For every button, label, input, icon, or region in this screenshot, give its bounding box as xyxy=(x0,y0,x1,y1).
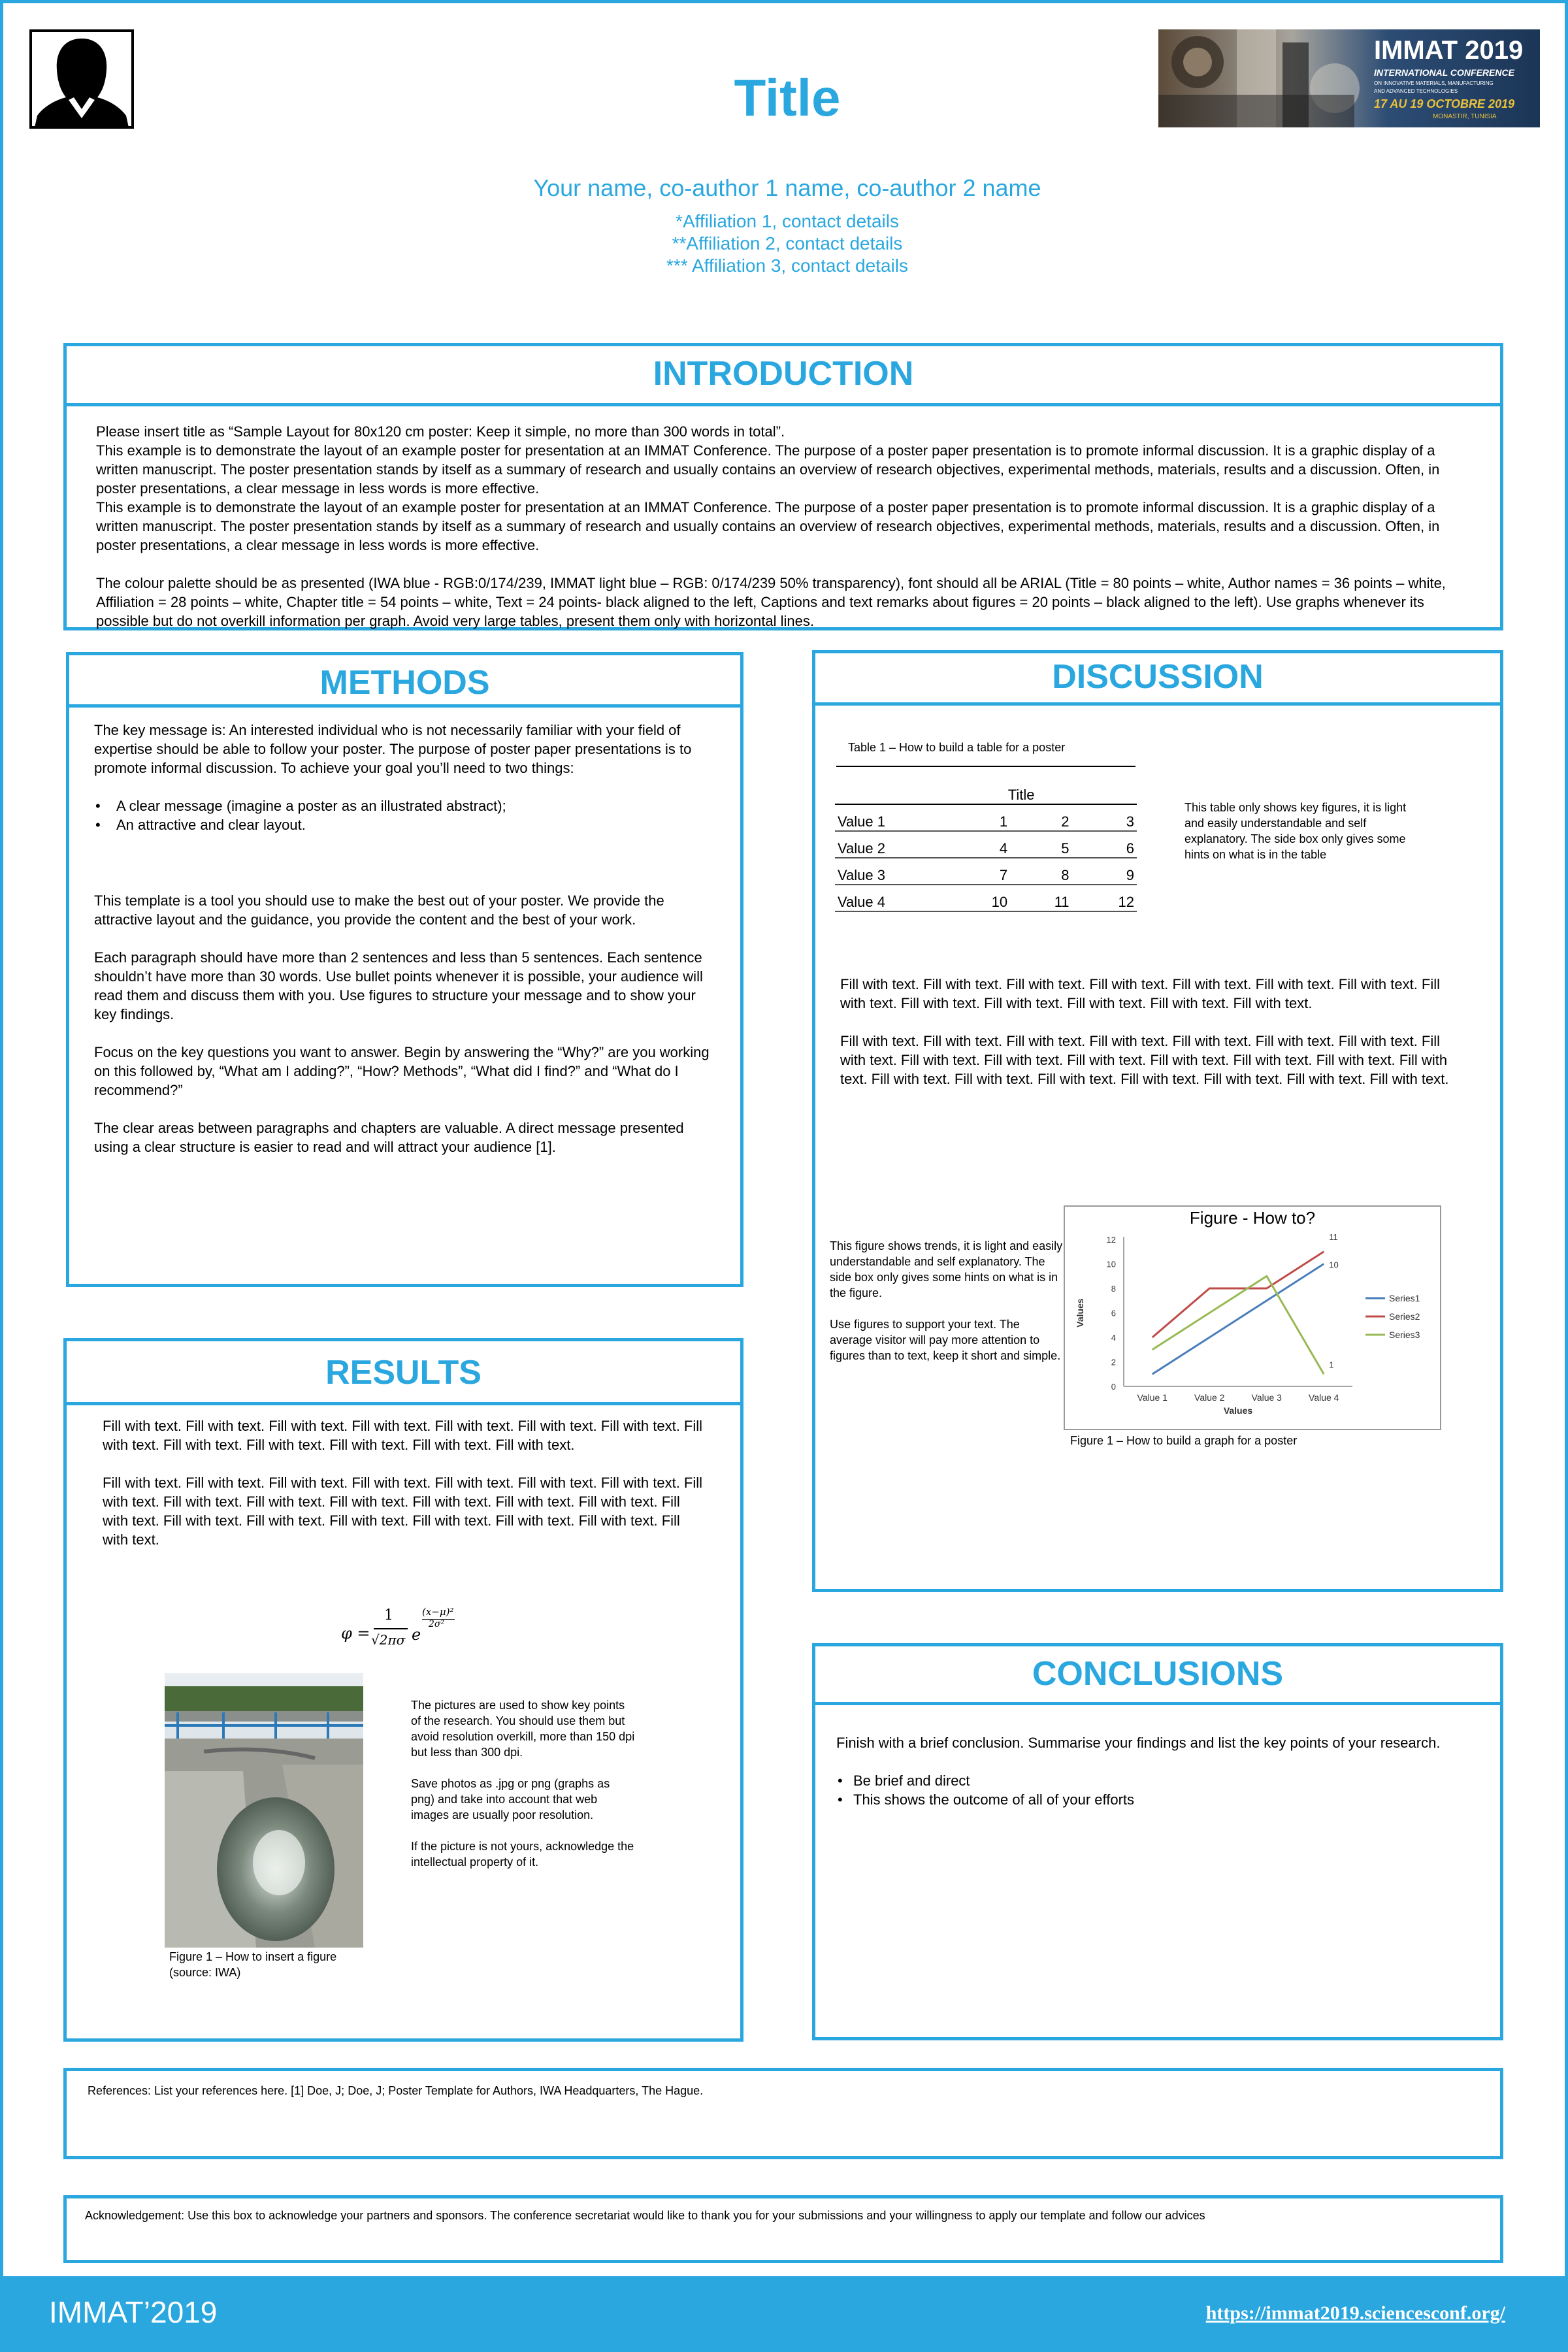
y-tick-label: 10 xyxy=(1106,1259,1116,1269)
figure-note: This figure shows trends, it is light and easily understandable and self explanatory. The side box only gives some hints on what is in the figure. xyxy=(830,1239,1063,1299)
photo-note: The pictures are used to show key points of the research. You should use them but avoid resolution overkill, more than 150 dpi but less than 300 dpi. xyxy=(411,1699,635,1759)
list-item: • An attractive and clear layout. xyxy=(94,815,721,834)
methods-heading: METHODS xyxy=(69,655,740,708)
x-axis-label: Values xyxy=(1223,1405,1253,1416)
table-row xyxy=(835,804,1137,831)
conclusions-bullets xyxy=(836,1771,1441,1809)
table-row xyxy=(835,858,1137,885)
table-title: Title xyxy=(945,777,1137,804)
discussion-paragraph: Fill with text. Fill with text. Fill with text. Fill with text. Fill with text. Fill with text. Fill with text. Fill with text. Fill with text. Fill with text. Fill with text. Fill with text. Fill with text. Fill with text. Fill with text. Fill with text. Fill with text. Fill with text. Fill with text. Fill with text. Fill with text. Fill with text. xyxy=(840,1033,1449,1087)
discussion-text xyxy=(840,975,1454,1088)
logo-name: IMMAT 2019 xyxy=(1374,36,1524,65)
formula-denominator: √2πσ xyxy=(371,1632,406,1648)
table-cell: 4 xyxy=(945,831,1010,858)
series-line xyxy=(1152,1264,1324,1375)
results-paragraph: Fill with text. Fill with text. Fill with text. Fill with text. Fill with text. Fill with text. Fill with text. Fill with text. Fill with text. Fill with text. Fill with text. Fill with text. Fill with text. Fill with text. Fill with text. Fill with text. Fill with text. Fill with text. Fill with text. Fill with text. Fill with text. Fill with text. xyxy=(103,1475,703,1548)
methods-text xyxy=(94,721,721,1156)
introduction-line: This example is to demonstrate the layout of an example poster for presentation at an IMMAT Conference. The purpose of a poster paper presentation is to promote informal discussion. It is a graphic display of a written manuscript. The poster presentation stands by itself as a summary of research and usually contains an overview of research objectives, experimental methods, materials, results and a discussion. Often, in poster presentations, a clear message in less words is more effective. xyxy=(96,499,1440,553)
data-label: 1 xyxy=(1329,1360,1334,1370)
line-chart xyxy=(1064,1205,1441,1430)
logo-line2: AND ADVANCED TECHNOLOGIES xyxy=(1374,88,1458,94)
affiliation-2: **Affiliation 2, contact details xyxy=(672,233,903,253)
methods-paragraph: Each paragraph should have more than 2 sentences and less than 5 sentences. Each sentence shouldn’t have more than 30 words. Use bullet points whenever it is possible, your audience will read them and discuss them with you. Use figures to structure your message and to show your key findings. xyxy=(94,949,703,1022)
conclusions-box xyxy=(812,1643,1503,2040)
x-tick-label: Value 3 xyxy=(1251,1392,1282,1403)
y-tick-label: 0 xyxy=(1111,1382,1116,1392)
discussion-paragraph: Fill with text. Fill with text. Fill with text. Fill with text. Fill with text. Fill with text. Fill with text. Fill with text. Fill with text. Fill with text. Fill with text. Fill with text. Fill with text. xyxy=(840,976,1441,1011)
formula-numerator: 1 xyxy=(384,1607,393,1624)
introduction-heading: INTRODUCTION xyxy=(67,346,1500,406)
figure-notes xyxy=(830,1238,1065,1364)
methods-paragraph: The clear areas between paragraphs and chapters are valuable. A direct message presented using a clear structure is easier to read and will attract your audience [1]. xyxy=(94,1120,684,1155)
introduction-line: This example is to demonstrate the layout of an example poster for presentation at an IMMAT Conference. The purpose of a poster paper presentation is to promote informal discussion. It is a graphic display of a written manuscript. The poster presentation stands by itself as a summary of research and usually contains an overview of research objectives, experimental methods, materials, results and a discussion. Often, in poster presentations, a clear message in less words is more effective. xyxy=(96,442,1440,497)
table-cell: 11 xyxy=(1010,885,1071,911)
table-cell: Value 2 xyxy=(835,831,945,858)
y-tick-label: 8 xyxy=(1111,1284,1116,1294)
table-cell: 7 xyxy=(945,858,1010,885)
formula-lhs: φ = xyxy=(341,1624,370,1642)
references-text: References: List your references here. [1] Doe, J; Doe, J; Poster Template for Authors, IWA Headquarters, The Hague. xyxy=(88,2084,704,2097)
table-cell: Value 1 xyxy=(835,804,945,831)
water-treatment-photo xyxy=(165,1673,363,1948)
table-cell: 1 xyxy=(945,804,1010,831)
introduction-palette: The colour palette should be as presented (IWA blue - RGB:0/174/239, IMMAT light blue – RGB: 0/174/239 50% transparency), font should all be ARIAL (Title = 80 points – white, Author names = 36 points – white, Affiliation = 28 points – white, Chapter title = 54 points – white, Text = 24 points- black aligned to the left, Captions and text remarks about figures = 20 points – black aligned to the left). Use graphs whenever its possible but do not overkill information per graph. Avoid very large tables, present them only with horizontal lines. xyxy=(96,575,1446,629)
chart-title: Figure - How to? xyxy=(1189,1208,1316,1228)
poster-title: Title xyxy=(734,69,841,127)
affiliation-1: *Affiliation 1, contact details xyxy=(676,211,899,231)
results-box xyxy=(63,1338,743,2042)
formula-exponential: e xyxy=(412,1625,421,1644)
table-cell: 8 xyxy=(1010,858,1071,885)
y-tick-label: 4 xyxy=(1111,1333,1116,1343)
acknowledgement-box xyxy=(63,2195,1503,2263)
formula-exp-numerator: (x−μ)² xyxy=(422,1606,454,1618)
results-text xyxy=(103,1416,704,1549)
y-tick-label: 2 xyxy=(1111,1357,1116,1367)
logo-place: MONASTIR, TUNISIA xyxy=(1433,113,1497,120)
legend-label: Series3 xyxy=(1389,1330,1420,1340)
conclusions-heading: CONCLUSIONS xyxy=(815,1646,1500,1705)
data-label: 11 xyxy=(1329,1232,1338,1242)
line-chart-svg xyxy=(1065,1207,1440,1429)
photo-notes xyxy=(411,1697,636,1870)
logo-subtitle: INTERNATIONAL CONFERENCE xyxy=(1374,67,1514,78)
logo-line1: ON INNOVATIVE MATERIALS, MANUFACTURING xyxy=(1374,80,1494,86)
footer-conference-name: IMMAT’2019 xyxy=(49,2295,218,2329)
x-tick-label: Value 4 xyxy=(1309,1392,1339,1403)
table-cell: 9 xyxy=(1072,858,1137,885)
methods-paragraph: This template is a tool you should use to make the best out of your poster. We provide the attractive layout and the guidance, you provide the content and the best of your work. xyxy=(94,892,664,928)
y-tick-label: 6 xyxy=(1111,1308,1116,1318)
table-cell: 2 xyxy=(1010,804,1071,831)
legend-label: Series1 xyxy=(1389,1293,1420,1303)
y-tick-label: 12 xyxy=(1106,1235,1116,1245)
table-cell: 5 xyxy=(1010,831,1071,858)
series-line xyxy=(1152,1276,1324,1374)
methods-paragraph: The key message is: An interested individual who is not necessarily familiar with your field of expertise should be able to follow your poster. The purpose of poster paper presentations is to promote informal discussion. To achieve your goal you’ll need to two things: xyxy=(94,722,692,776)
gaussian-formula xyxy=(341,1606,537,1658)
y-axis-label: Values xyxy=(1075,1298,1085,1328)
introduction-text xyxy=(96,422,1474,630)
discussion-box xyxy=(812,650,1503,1592)
list-item: • This shows the outcome of all of your efforts xyxy=(836,1790,1441,1809)
list-item: • A clear message (imagine a poster as an illustrated abstract); xyxy=(94,796,721,815)
list-item: • Be brief and direct xyxy=(836,1771,1441,1790)
table-cell: 6 xyxy=(1072,831,1137,858)
photo xyxy=(165,1673,363,1948)
table-note: This table only shows key figures, it is light and easily understandable and self explanatory. The side box only gives some hints on what is in the table xyxy=(1184,801,1407,861)
introduction-line: Please insert title as “Sample Layout for 80x120 cm poster: Keep it simple, no more than 300 words in total”. xyxy=(96,423,785,440)
formula-exp-denominator: 2σ² xyxy=(429,1619,445,1629)
methods-bullets xyxy=(94,796,721,834)
author-names: Your name, co-author 1 name, co-author 2 name xyxy=(533,174,1041,201)
references-box xyxy=(63,2068,1503,2159)
results-heading: RESULTS xyxy=(67,1341,740,1405)
conclusions-text xyxy=(836,1733,1441,1809)
table-cell: Value 4 xyxy=(835,885,945,911)
acknowledgement-text: Acknowledgement: Use this box to acknowledge your partners and sponsors. The conference secretariat would like to thank you for your submissions and your willingness to apply our template and follow our advices xyxy=(85,2209,1205,2222)
data-label: 10 xyxy=(1329,1260,1339,1270)
x-tick-label: Value 1 xyxy=(1137,1392,1168,1403)
figure-caption: Figure 1 – How to build a graph for a poster xyxy=(1070,1434,1298,1447)
formula-fraction-bar xyxy=(374,1628,408,1629)
logo-dates: 17 AU 19 OCTOBRE 2019 xyxy=(1374,97,1515,110)
table-top-rule xyxy=(836,766,1135,767)
table-cell: 10 xyxy=(945,885,1010,911)
results-paragraph: Fill with text. Fill with text. Fill with text. Fill with text. Fill with text. Fill with text. Fill with text. Fill with text. Fill with text. Fill with text. Fill with text. Fill with text. Fill with text. xyxy=(103,1418,703,1453)
table-cell: Value 3 xyxy=(835,858,945,885)
introduction-box xyxy=(63,343,1503,630)
footer-bar xyxy=(0,2276,1568,2352)
footer-url-link[interactable]: https://immat2019.sciencesconf.org/ xyxy=(1205,2302,1505,2324)
table-cell: 3 xyxy=(1072,804,1137,831)
x-tick-label: Value 2 xyxy=(1194,1392,1225,1403)
figure-note: Use figures to support your text. The average visitor will pay more attention to figures than to text, keep it short and simple. xyxy=(830,1318,1061,1362)
conclusions-paragraph: Finish with a brief conclusion. Summarise your findings and list the key points of your research. xyxy=(836,1735,1441,1751)
discussion-heading: DISCUSSION xyxy=(815,653,1500,706)
methods-paragraph: Focus on the key questions you want to answer. Begin by answering the “Why?” are you working on this followed by, “What am I adding?”, “How? Methods”, “What did I find?” and “What do I recommend?” xyxy=(94,1044,710,1098)
table-row xyxy=(835,831,1137,858)
data-table xyxy=(835,777,1137,912)
table-row xyxy=(835,885,1137,911)
table-caption: Table 1 – How to build a table for a poster xyxy=(848,741,1066,754)
photo-caption: Figure 1 – How to insert a figure (source: IWA) xyxy=(169,1950,337,1979)
photo-note: Save photos as .jpg or png (graphs as png) and take into account that web images are usually poor resolution. xyxy=(411,1777,610,1821)
conference-logo xyxy=(1158,29,1540,127)
photo-note: If the picture is not yours, acknowledge the intellectual property of it. xyxy=(411,1840,634,1869)
table-cell: 12 xyxy=(1072,885,1137,911)
methods-box xyxy=(66,652,743,1287)
legend-label: Series2 xyxy=(1389,1311,1420,1322)
affiliation-3: *** Affiliation 3, contact details xyxy=(666,255,908,276)
